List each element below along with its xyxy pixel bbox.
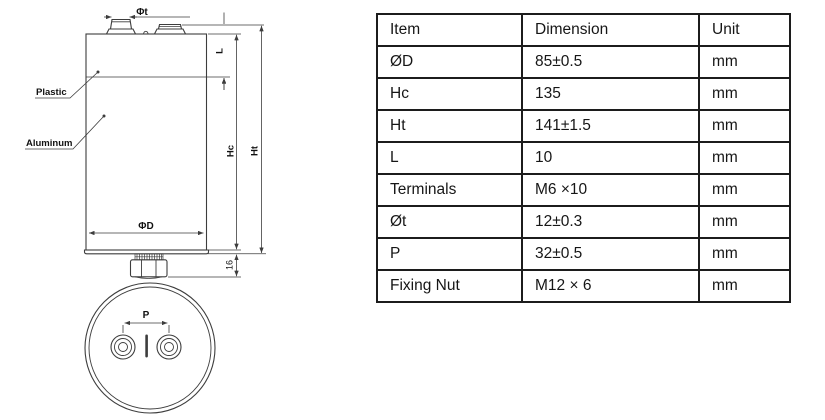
item-cell: ØD bbox=[377, 46, 522, 78]
bottom-view bbox=[85, 283, 215, 413]
item-cell: Ht bbox=[377, 110, 522, 142]
capacitor-drawing bbox=[0, 0, 370, 420]
dim-p bbox=[123, 323, 169, 333]
dimension-cell: 32±0.5 bbox=[522, 238, 699, 270]
drawing-labels bbox=[26, 7, 261, 321]
dimension-cell: 10 bbox=[522, 142, 699, 174]
bottom-terminal-left bbox=[111, 335, 135, 359]
ht-label: Ht bbox=[249, 145, 261, 157]
dimension-cell: 85±0.5 bbox=[522, 46, 699, 78]
item-cell: Fixing Nut bbox=[377, 270, 522, 302]
dimension-cell: 141±1.5 bbox=[522, 110, 699, 142]
center-slot bbox=[145, 335, 148, 358]
aluminum-label: Aluminum bbox=[26, 138, 73, 149]
item-cell: Hc bbox=[377, 78, 522, 110]
bottom-terminal-right bbox=[157, 335, 181, 359]
item-cell: Øt bbox=[377, 206, 522, 238]
table-row bbox=[377, 238, 790, 270]
table-row bbox=[377, 270, 790, 302]
dimension-cell: 135 bbox=[522, 78, 699, 110]
phi-d-label: ΦD bbox=[138, 221, 154, 232]
table-header-row bbox=[377, 14, 790, 46]
case-inner-circle bbox=[89, 287, 211, 409]
dimension-lines bbox=[89, 13, 262, 277]
unit-cell: mm bbox=[699, 238, 790, 270]
l-label: L bbox=[214, 48, 226, 54]
dimension-cell: M12 × 6 bbox=[522, 270, 699, 302]
plastic-label: Plastic bbox=[36, 87, 67, 98]
unit-cell: mm bbox=[699, 78, 790, 110]
case-outer-circle bbox=[85, 283, 215, 413]
unit-cell: mm bbox=[699, 46, 790, 78]
bottom-lip bbox=[85, 250, 209, 254]
unit-cell: mm bbox=[699, 206, 790, 238]
col-header-unit: Unit bbox=[699, 14, 790, 46]
table-row bbox=[377, 46, 790, 78]
col-header-dimension: Dimension bbox=[522, 14, 699, 46]
dimension-cell: M6 ×10 bbox=[522, 174, 699, 206]
col-header-item: Item bbox=[377, 14, 522, 46]
table-row bbox=[377, 110, 790, 142]
unit-cell: mm bbox=[699, 270, 790, 302]
capacitor-body-outline bbox=[86, 34, 207, 250]
phi-t-label: Φt bbox=[136, 7, 148, 18]
table-row bbox=[377, 206, 790, 238]
table-row bbox=[377, 174, 790, 206]
unit-cell: mm bbox=[699, 174, 790, 206]
dimension-table bbox=[376, 13, 791, 303]
table-row bbox=[377, 78, 790, 110]
item-cell: P bbox=[377, 238, 522, 270]
item-cell: L bbox=[377, 142, 522, 174]
fixing-nut bbox=[131, 260, 168, 279]
nut-height-label: 16 bbox=[224, 259, 235, 271]
terminal-left bbox=[107, 20, 136, 35]
extension-lines bbox=[130, 17, 266, 277]
threaded-stub bbox=[135, 254, 163, 260]
p-label: P bbox=[142, 310, 150, 321]
hc-label: Hc bbox=[225, 144, 237, 158]
item-cell: Terminals bbox=[377, 174, 522, 206]
terminal-right bbox=[155, 25, 186, 35]
table-row bbox=[377, 142, 790, 174]
unit-cell: mm bbox=[699, 110, 790, 142]
unit-cell: mm bbox=[699, 142, 790, 174]
dimension-cell: 12±0.3 bbox=[522, 206, 699, 238]
